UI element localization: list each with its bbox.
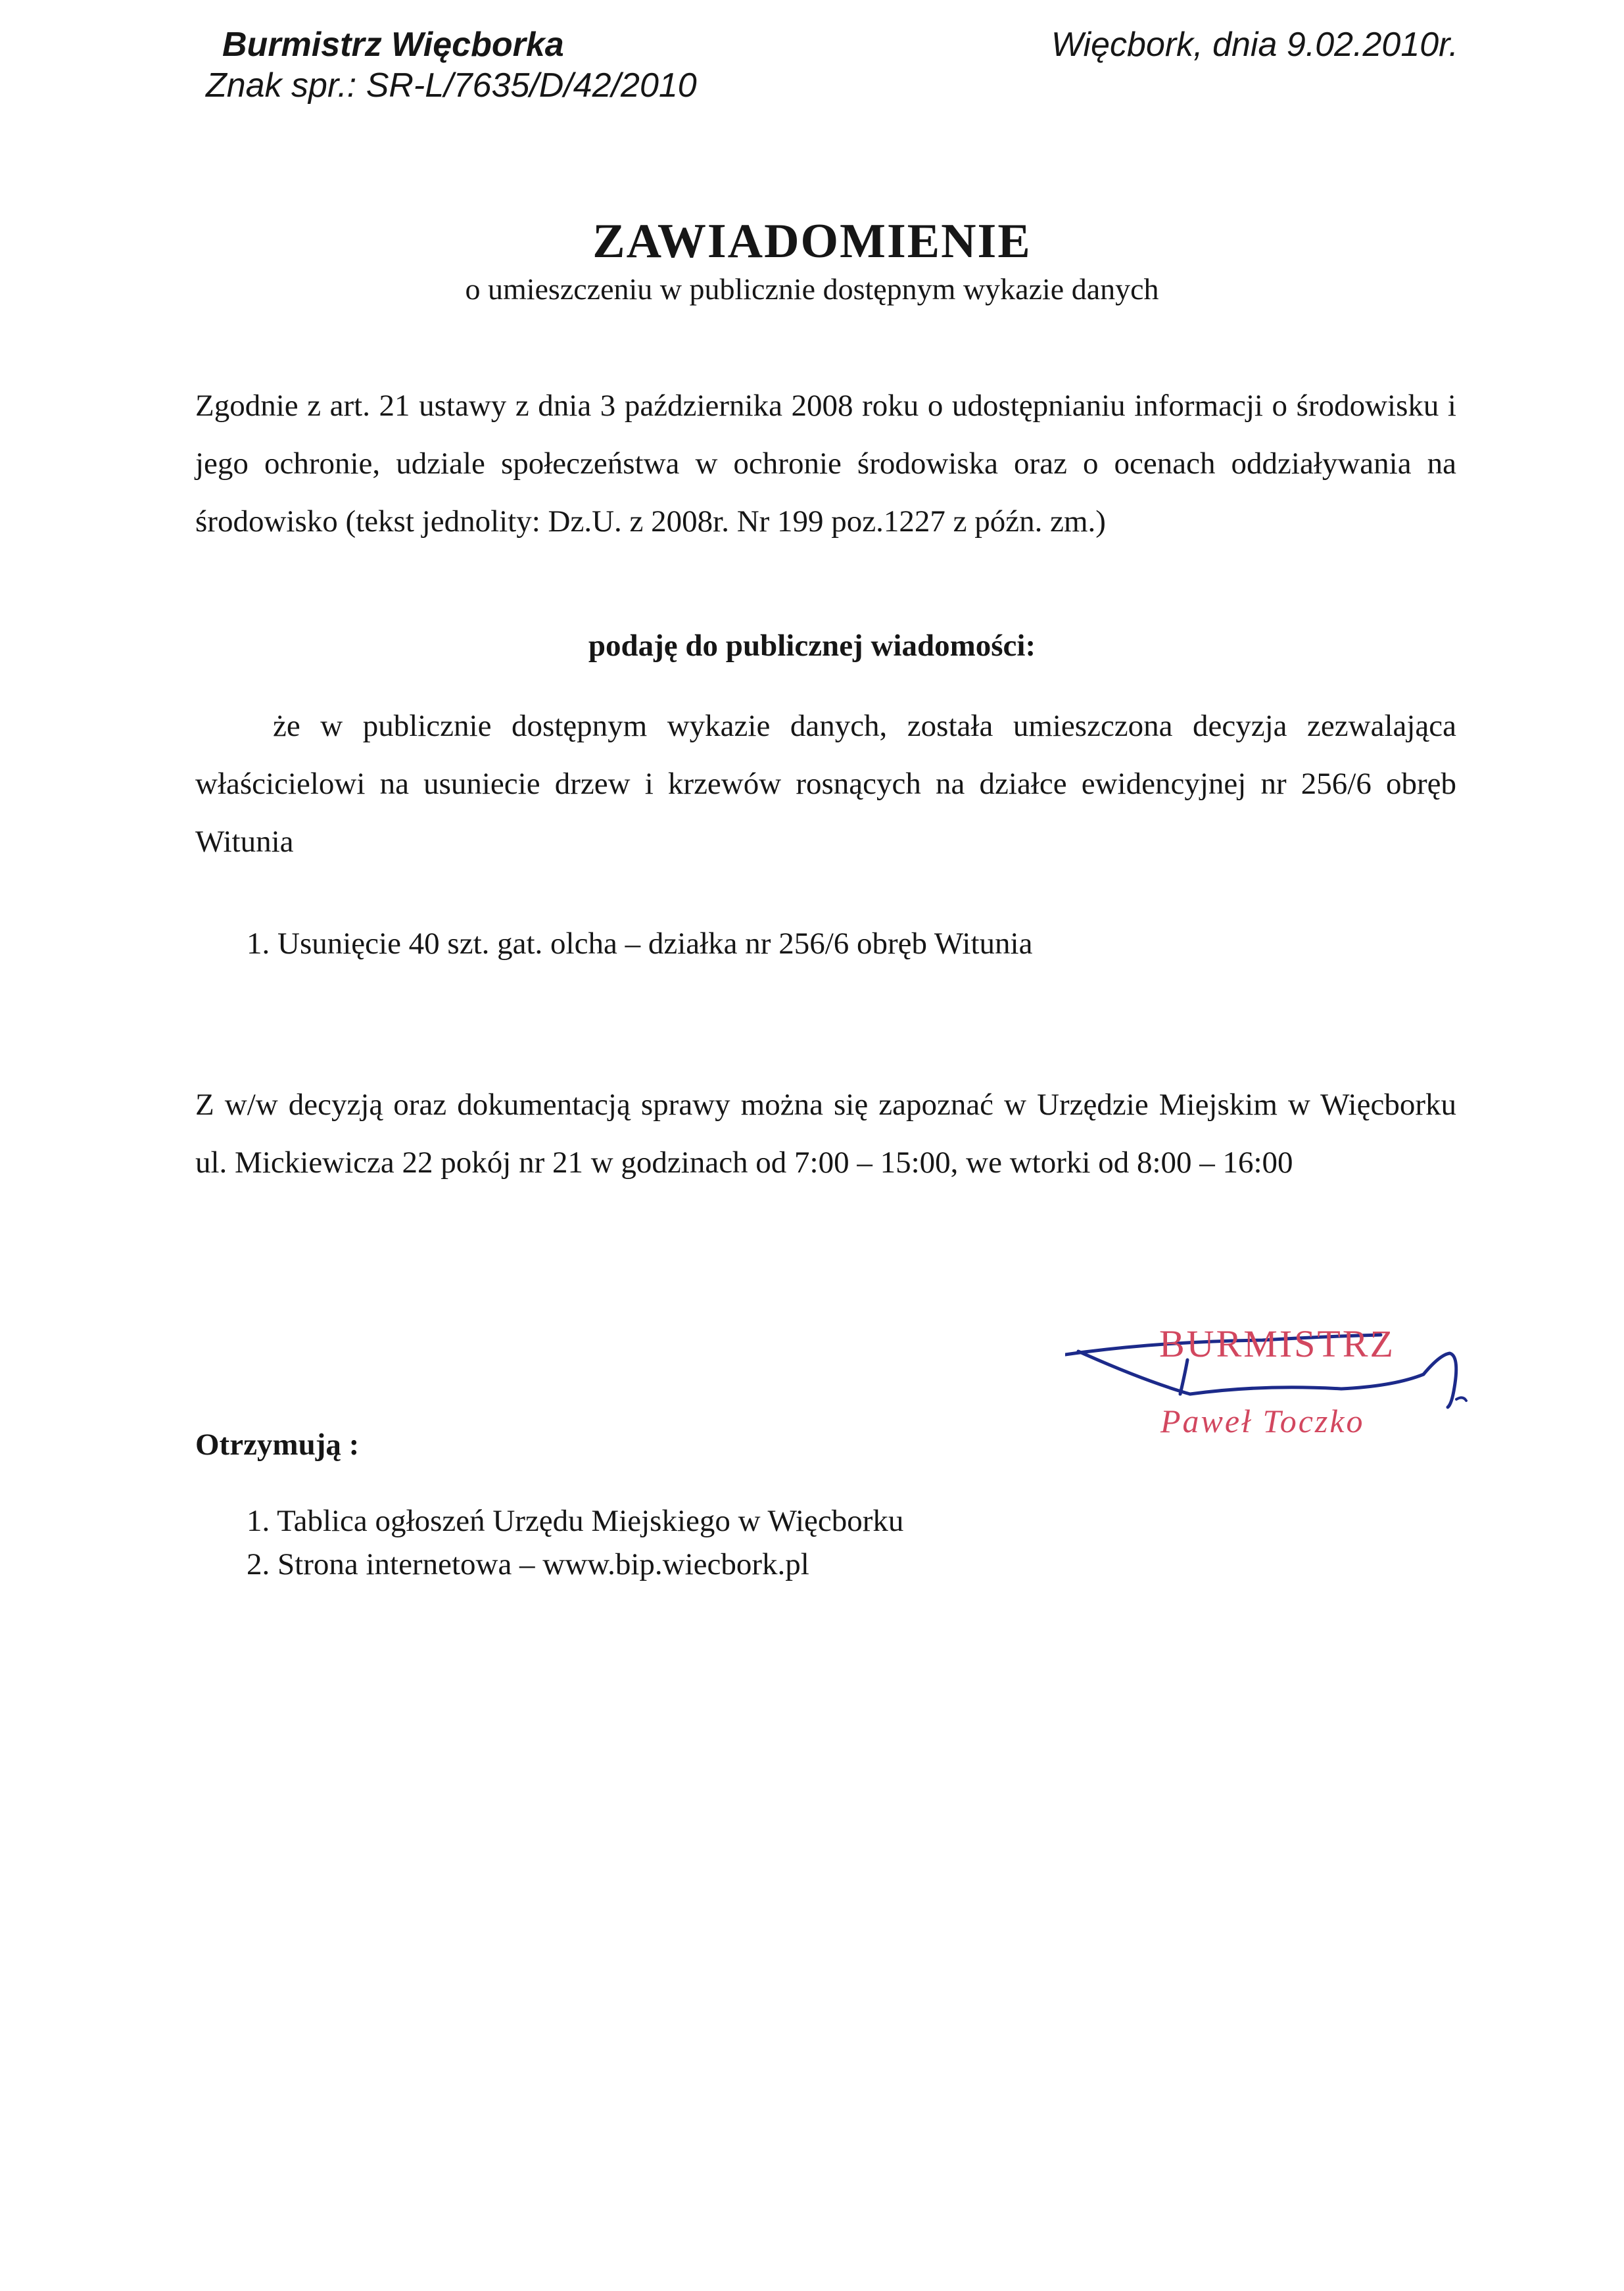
document-title: ZAWIADOMIENIE xyxy=(592,214,1032,268)
legal-basis-paragraph: Zgodnie z art. 21 ustawy z dnia 3 października 2008 roku o udostępnianiu informacji o środowisku i jego ochronie, udziale społeczeństwa w ochronie środowiska oraz o ocenach oddziaływania na środowisko (tekst jednolity: Dz.U. z 2008r. Nr 199 poz.1227 z późn. zm.) xyxy=(195,389,1456,539)
document-subtitle: o umieszczeniu w publicznie dostępnym wykazie danych xyxy=(465,272,1159,306)
case-reference: Znak spr.: SR-L/7635/D/42/2010 xyxy=(206,66,697,105)
recipients-list xyxy=(247,1499,903,1586)
stamp-title: BURMISTRZ xyxy=(1159,1322,1395,1365)
decision-paragraph: że w publicznie dostępnym wykazie danych, została umieszczona decyzja zezwalająca właścicielowi na usuniecie drzew i krzewów rosnących na działce ewidencyjnej nr 256/6 obręb Witunia xyxy=(195,709,1456,859)
stamp-name: Paweł Toczko xyxy=(1160,1403,1365,1439)
announcement-intro: podaję do publicznej wiadomości: xyxy=(588,629,1036,663)
list-item: 1. Tablica ogłoszeń Urzędu Miejskiego w Więcborku xyxy=(247,1504,904,1538)
access-info-paragraph: Z w/w decyzją oraz dokumentacją sprawy można się zapoznać w Urzędzie Miejskim w Więcborku ul. Mickiewicza 22 pokój nr 21 w godzinach od 7:00 – 15:00, we wtorki od 8:00 – 16:00 xyxy=(195,1088,1456,1180)
recipients-label: Otrzymują : xyxy=(195,1428,360,1462)
place-and-date: Więcbork, dnia 9.02.2010r. xyxy=(1051,26,1458,64)
decision-item: 1. Usunięcie 40 szt. gat. olcha – działka nr 256/6 obręb Witunia xyxy=(247,927,1033,961)
issuing-authority: Burmistrz Więcborka xyxy=(222,26,564,64)
list-item: 2. Strona internetowa – www.bip.wiecbork.pl xyxy=(247,1547,809,1581)
